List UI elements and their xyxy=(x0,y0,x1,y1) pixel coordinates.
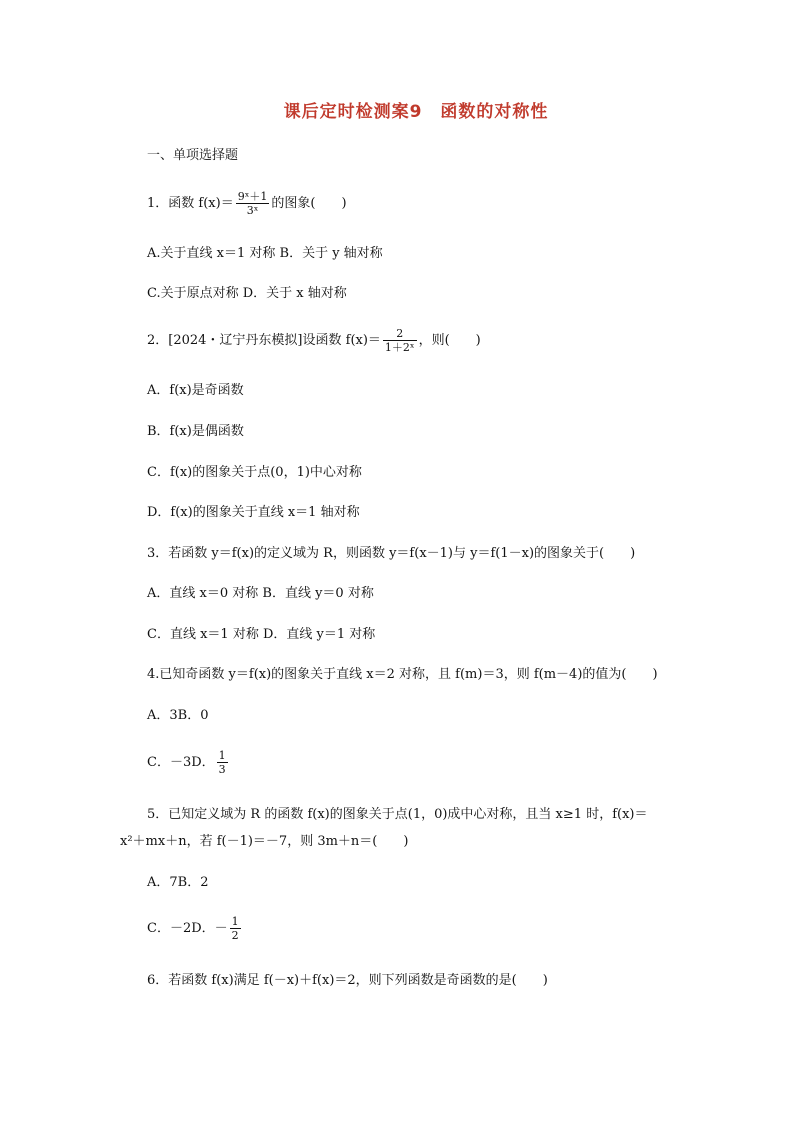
section-heading: 一、单项选择题 xyxy=(147,148,239,163)
question-2-option-b: B．f(x)是偶函数 xyxy=(147,424,244,439)
question-5-options-ab: A．7B．2 xyxy=(147,875,209,890)
question-4-options-ab: A．3B．0 xyxy=(147,708,209,723)
page-title: 课后定时检测案9 函数的对称性 xyxy=(283,102,549,122)
q1-fraction xyxy=(236,190,270,217)
q5-option-d-numerator: 1 xyxy=(231,915,239,928)
question-5-stem-line-2: x²＋mx＋n，若 f(－1)＝－7，则 3m＋n＝( ) xyxy=(120,834,409,849)
q2-fraction-denominator: 1＋2ˣ xyxy=(384,341,415,354)
q1-fraction-numerator: 9ˣ＋1 xyxy=(237,190,268,203)
question-3-stem: 3．若函数 y＝f(x)的定义域为 R，则函数 y＝f(x－1)与 y＝f(1－x)的图象关于( ) xyxy=(147,546,636,561)
q4-option-d-denominator: 3 xyxy=(218,763,226,776)
q4-option-d-fraction xyxy=(217,749,228,776)
question-3-options-cd: C．直线 x＝1 对称 D．直线 y＝1 对称 xyxy=(147,627,376,642)
q2-prefix: 2．[2024・辽宁丹东模拟]设函数 f(x)＝ xyxy=(147,333,381,348)
question-2-option-c: C．f(x)的图象关于点(0，1)中心对称 xyxy=(147,465,362,480)
question-1-stem xyxy=(147,190,347,217)
q1-suffix: 的图象( ) xyxy=(271,196,347,211)
question-2-stem xyxy=(147,327,481,354)
question-3-options-ab: A．直线 x＝0 对称 B．直线 y＝0 对称 xyxy=(147,586,374,601)
question-2-option-d: D．f(x)的图象关于直线 x＝1 轴对称 xyxy=(147,505,360,520)
q5-option-d-denominator: 2 xyxy=(231,929,239,942)
q2-suffix: ，则( ) xyxy=(418,333,481,348)
question-4-options-cd xyxy=(147,749,230,776)
q4-option-d-numerator: 1 xyxy=(218,749,226,762)
question-5-stem-line-1: 5．已知定义域为 R 的函数 f(x)的图象关于点(1，0)成中心对称，且当 x≥1 时，f(x)＝ xyxy=(147,807,648,822)
q2-fraction xyxy=(383,327,417,354)
question-1-options-ab: A.关于直线 x＝1 对称 B．关于 y 轴对称 xyxy=(147,246,383,261)
question-5-options-cd xyxy=(147,915,243,942)
q4-cd-prefix: C．－3D． xyxy=(147,755,215,770)
q1-prefix: 1．函数 f(x)＝ xyxy=(147,196,234,211)
q5-cd-prefix: C．－2D．－ xyxy=(147,921,228,936)
q2-fraction-numerator: 2 xyxy=(383,327,417,341)
q5-option-d-fraction xyxy=(230,915,241,942)
question-6-stem: 6．若函数 f(x)满足 f(－x)＋f(x)＝2，则下列函数是奇函数的是( ) xyxy=(147,973,548,988)
question-4-stem: 4.已知奇函数 y＝f(x)的图象关于直线 x＝2 对称，且 f(m)＝3，则 f(m－4)的值为( ) xyxy=(147,667,658,682)
q1-fraction-denominator: 3ˣ xyxy=(246,204,259,217)
question-1-options-cd: C.关于原点对称 D．关于 x 轴对称 xyxy=(147,286,347,301)
question-2-option-a: A．f(x)是奇函数 xyxy=(147,383,244,398)
